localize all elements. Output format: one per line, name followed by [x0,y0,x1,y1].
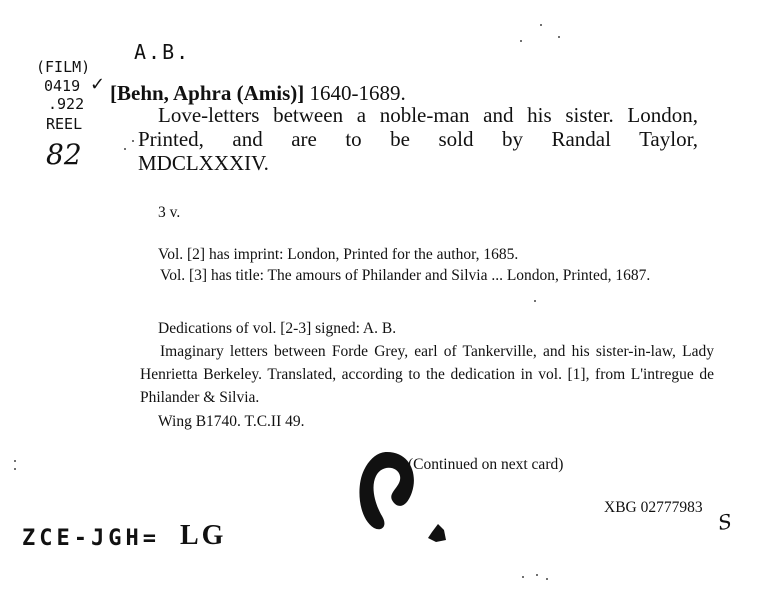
speckle [14,468,16,470]
title-line-3: MDCLXXXIV. [138,151,269,175]
film-number: 0419 [44,77,81,95]
card-code: XBG 02777983 [604,499,703,516]
reel-label: REEL [46,115,83,133]
continued-notice: (Continued on next card) [408,456,564,473]
bottom-stamp-code: ZCE-JGH= [22,526,160,551]
film-label: (FILM) [36,58,91,76]
bottom-stamp-suffix: LG [180,520,227,551]
corner-mark: S [716,508,734,536]
card-heading: A.B. [134,40,191,64]
speckle [520,40,522,42]
speckle [546,578,548,580]
speckle [124,148,126,150]
note-wing: Wing B1740. T.C.II 49. [158,413,305,430]
ink-smudge-icon [424,522,448,544]
note-vol2: Vol. [2] has imprint: London, Printed for the author, 1685. [158,246,519,263]
speckle [540,24,542,26]
note-imaginary: Imaginary letters between Forde Grey, earl of Tankerville, and his sister-in-law, Lady Henrietta Berkeley. Translated, according to the dedication in vol. [1], from L'intregue de Philander & Silvia. [140,343,714,406]
note-dedications: Dedications of vol. [2-3] signed: A. B. [158,320,397,337]
speckle [132,140,134,142]
author-name: [Behn, Aphra (Amis)] [110,81,305,105]
volume-count: 3 v. [158,204,181,221]
check-mark-icon: ✓ [90,74,106,95]
speckle [536,574,538,576]
speckle [522,576,524,578]
speckle [558,36,560,38]
title-line-2: Printed, and are to be sold by Randal Taylor, [138,127,698,151]
author-dates: 1640-1689. [304,81,406,105]
speckle [534,300,536,302]
film-subnumber: .922 [48,95,85,113]
speckle [14,460,16,462]
note-vol3: Vol. [3] has title: The amours of Philander and Silvia ... London, Printed, 1687. [160,267,651,284]
author-entry [110,82,406,105]
title-line-1: Love-letters between a noble-man and his sister. London, [158,103,698,127]
reel-number: 82 [46,138,82,171]
